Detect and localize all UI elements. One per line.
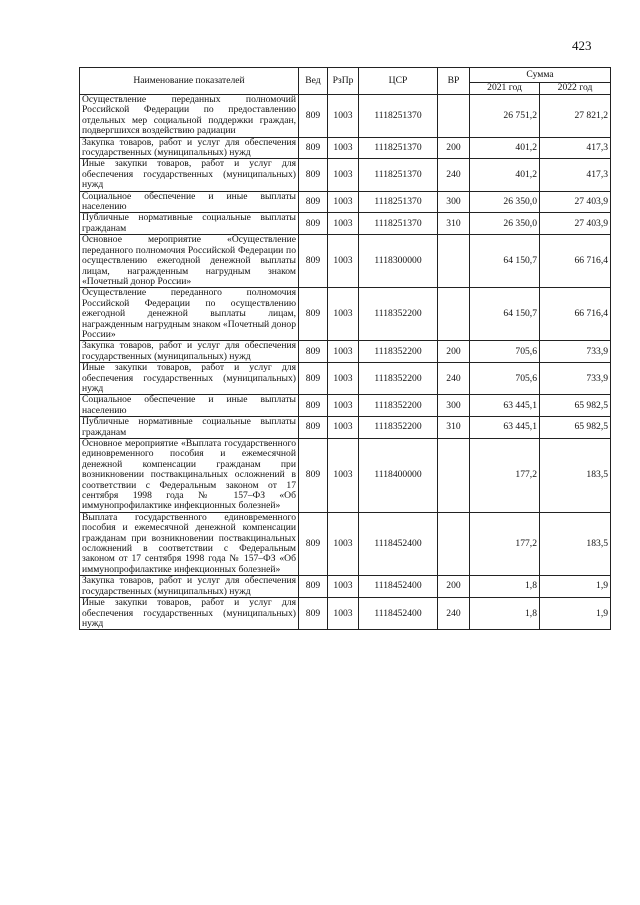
row-name-cell: Публичные нормативные социальные выплаты гражданам	[80, 213, 299, 235]
row-rzpr-cell: 1003	[328, 439, 359, 513]
table-row	[80, 439, 611, 513]
row-sum-2022-cell: 66 716,4	[540, 235, 611, 288]
row-sum-2022-cell: 27 403,9	[540, 191, 611, 213]
table-row	[80, 137, 611, 159]
header-csr: ЦСР	[359, 68, 438, 95]
row-ved-cell: 809	[299, 395, 328, 417]
table-row	[80, 213, 611, 235]
row-sum-2021-cell: 1,8	[470, 576, 540, 598]
row-sum-2021-cell: 26 350,0	[470, 191, 540, 213]
row-name-cell: Иные закупки товаров, работ и услуг для обеспечения государственных (муниципальных) нужд	[80, 363, 299, 395]
row-rzpr-cell: 1003	[328, 159, 359, 191]
row-ved-cell: 809	[299, 288, 328, 341]
row-vr-cell: 240	[438, 598, 470, 630]
row-rzpr-cell: 1003	[328, 213, 359, 235]
row-name-cell: Социальное обеспечение и иные выплаты населению	[80, 191, 299, 213]
row-sum-2021-cell: 401,2	[470, 137, 540, 159]
row-sum-2021-cell: 1,8	[470, 598, 540, 630]
row-vr-cell: 200	[438, 137, 470, 159]
page-number: 423	[572, 38, 592, 53]
row-vr-cell: 310	[438, 213, 470, 235]
row-sum-2021-cell: 63 445,1	[470, 417, 540, 439]
row-csr-cell: 1118251370	[359, 95, 438, 138]
row-csr-cell: 1118352200	[359, 288, 438, 341]
row-name-cell: Выплата государственного единовременного пособия и ежемесячной денежной компенсации гражданам при возникновении поствакцинальных осложнений в соответствии с Федеральным законом от 17 сентября 1998 года № 157–ФЗ «Об иммунопрофилактике инфекционных болезней»	[80, 512, 299, 575]
row-sum-2022-cell: 733,9	[540, 363, 611, 395]
row-ved-cell: 809	[299, 512, 328, 575]
row-rzpr-cell: 1003	[328, 288, 359, 341]
row-name-cell: Иные закупки товаров, работ и услуг для обеспечения государственных (муниципальных) нужд	[80, 598, 299, 630]
row-vr-cell: 200	[438, 576, 470, 598]
row-rzpr-cell: 1003	[328, 598, 359, 630]
row-rzpr-cell: 1003	[328, 341, 359, 363]
table-row	[80, 95, 611, 138]
row-sum-2022-cell: 27 403,9	[540, 213, 611, 235]
row-sum-2021-cell: 705,6	[470, 341, 540, 363]
row-name-cell: Закупка товаров, работ и услуг для обеспечения государственных (муниципальных) нужд	[80, 341, 299, 363]
header-year-2021: 2021 год	[470, 83, 540, 95]
row-ved-cell: 809	[299, 213, 328, 235]
row-sum-2022-cell: 66 716,4	[540, 288, 611, 341]
row-vr-cell: 300	[438, 191, 470, 213]
row-rzpr-cell: 1003	[328, 512, 359, 575]
row-name-cell: Публичные нормативные социальные выплаты гражданам	[80, 417, 299, 439]
row-sum-2022-cell: 65 982,5	[540, 417, 611, 439]
row-ved-cell: 809	[299, 235, 328, 288]
row-rzpr-cell: 1003	[328, 576, 359, 598]
row-rzpr-cell: 1003	[328, 235, 359, 288]
table-row	[80, 159, 611, 191]
table-row	[80, 191, 611, 213]
row-csr-cell: 1118251370	[359, 137, 438, 159]
row-csr-cell: 1118352200	[359, 363, 438, 395]
row-name-cell: Закупка товаров, работ и услуг для обеспечения государственных (муниципальных) нужд	[80, 137, 299, 159]
row-csr-cell: 1118400000	[359, 439, 438, 513]
row-name-cell: Иные закупки товаров, работ и услуг для обеспечения государственных (муниципальных) нужд	[80, 159, 299, 191]
row-vr-cell	[438, 95, 470, 138]
row-rzpr-cell: 1003	[328, 417, 359, 439]
row-csr-cell: 1118452400	[359, 598, 438, 630]
row-vr-cell: 300	[438, 395, 470, 417]
row-sum-2021-cell: 705,6	[470, 363, 540, 395]
row-csr-cell: 1118251370	[359, 159, 438, 191]
row-name-cell: Социальное обеспечение и иные выплаты населению	[80, 395, 299, 417]
row-vr-cell: 240	[438, 159, 470, 191]
row-sum-2021-cell: 401,2	[470, 159, 540, 191]
header-ved: Вед	[299, 68, 328, 95]
row-sum-2022-cell: 183,5	[540, 512, 611, 575]
row-vr-cell: 200	[438, 341, 470, 363]
budget-table	[79, 67, 611, 630]
row-name-cell: Осуществление переданного полномочия Российской Федерации по осуществлению ежегодной денежной выплаты лицам, награжденным нагрудным знаком «Почетный донор России»	[80, 288, 299, 341]
row-ved-cell: 809	[299, 417, 328, 439]
row-csr-cell: 1118251370	[359, 213, 438, 235]
table-body	[80, 95, 611, 630]
table-row	[80, 576, 611, 598]
row-vr-cell: 240	[438, 363, 470, 395]
table-row	[80, 395, 611, 417]
header-year-2022: 2022 год	[540, 83, 611, 95]
row-vr-cell	[438, 235, 470, 288]
row-ved-cell: 809	[299, 159, 328, 191]
row-sum-2022-cell: 1,9	[540, 576, 611, 598]
table-row	[80, 512, 611, 575]
row-ved-cell: 809	[299, 576, 328, 598]
header-sum: Сумма	[470, 68, 611, 83]
row-ved-cell: 809	[299, 363, 328, 395]
row-vr-cell	[438, 512, 470, 575]
row-rzpr-cell: 1003	[328, 137, 359, 159]
row-sum-2022-cell: 27 821,2	[540, 95, 611, 138]
row-sum-2022-cell: 417,3	[540, 137, 611, 159]
row-ved-cell: 809	[299, 137, 328, 159]
row-csr-cell: 1118352200	[359, 417, 438, 439]
header-rzpr: РзПр	[328, 68, 359, 95]
row-name-cell: Основное мероприятие «Осуществление переданного полномочия Российской Федерации по осуществлению ежегодной денежной выплаты лицам, награжденным нагрудным знаком «Почетный донор России»	[80, 235, 299, 288]
row-rzpr-cell: 1003	[328, 191, 359, 213]
row-sum-2021-cell: 26 751,2	[470, 95, 540, 138]
row-name-cell: Закупка товаров, работ и услуг для обеспечения государственных (муниципальных) нужд	[80, 576, 299, 598]
row-sum-2021-cell: 177,2	[470, 439, 540, 513]
table-row	[80, 341, 611, 363]
row-vr-cell	[438, 288, 470, 341]
table-row	[80, 598, 611, 630]
row-ved-cell: 809	[299, 341, 328, 363]
row-csr-cell: 1118300000	[359, 235, 438, 288]
row-name-cell: Основное мероприятие «Выплата государственного единовременного пособия и ежемесячной денежной компенсации гражданам при возникновении поствакцинальных осложнений в соответствии с Федеральным законом от 17 сентября 1998 года № 157–ФЗ «Об иммунопрофилактике инфекционных болезней»	[80, 439, 299, 513]
row-csr-cell: 1118352200	[359, 341, 438, 363]
header-name: Наименование показателей	[80, 68, 299, 95]
row-csr-cell: 1118452400	[359, 576, 438, 598]
row-sum-2022-cell: 1,9	[540, 598, 611, 630]
row-sum-2021-cell: 64 150,7	[470, 288, 540, 341]
row-sum-2021-cell: 177,2	[470, 512, 540, 575]
table-row	[80, 417, 611, 439]
table-row	[80, 363, 611, 395]
row-sum-2022-cell: 417,3	[540, 159, 611, 191]
row-ved-cell: 809	[299, 95, 328, 138]
row-sum-2021-cell: 64 150,7	[470, 235, 540, 288]
row-csr-cell: 1118251370	[359, 191, 438, 213]
table-row	[80, 235, 611, 288]
row-sum-2022-cell: 733,9	[540, 341, 611, 363]
row-sum-2021-cell: 63 445,1	[470, 395, 540, 417]
row-sum-2022-cell: 183,5	[540, 439, 611, 513]
row-vr-cell	[438, 439, 470, 513]
row-name-cell: Осуществление переданных полномочий Российской Федерации по предоставлению отдельных мер социальной поддержки граждан, подвергшихся воздействию радиации	[80, 95, 299, 138]
row-ved-cell: 809	[299, 439, 328, 513]
row-sum-2022-cell: 65 982,5	[540, 395, 611, 417]
row-rzpr-cell: 1003	[328, 95, 359, 138]
row-ved-cell: 809	[299, 598, 328, 630]
row-rzpr-cell: 1003	[328, 395, 359, 417]
table-row	[80, 288, 611, 341]
row-ved-cell: 809	[299, 191, 328, 213]
row-sum-2021-cell: 26 350,0	[470, 213, 540, 235]
row-vr-cell: 310	[438, 417, 470, 439]
row-rzpr-cell: 1003	[328, 363, 359, 395]
header-vr: ВР	[438, 68, 470, 95]
row-csr-cell: 1118352200	[359, 395, 438, 417]
row-csr-cell: 1118452400	[359, 512, 438, 575]
